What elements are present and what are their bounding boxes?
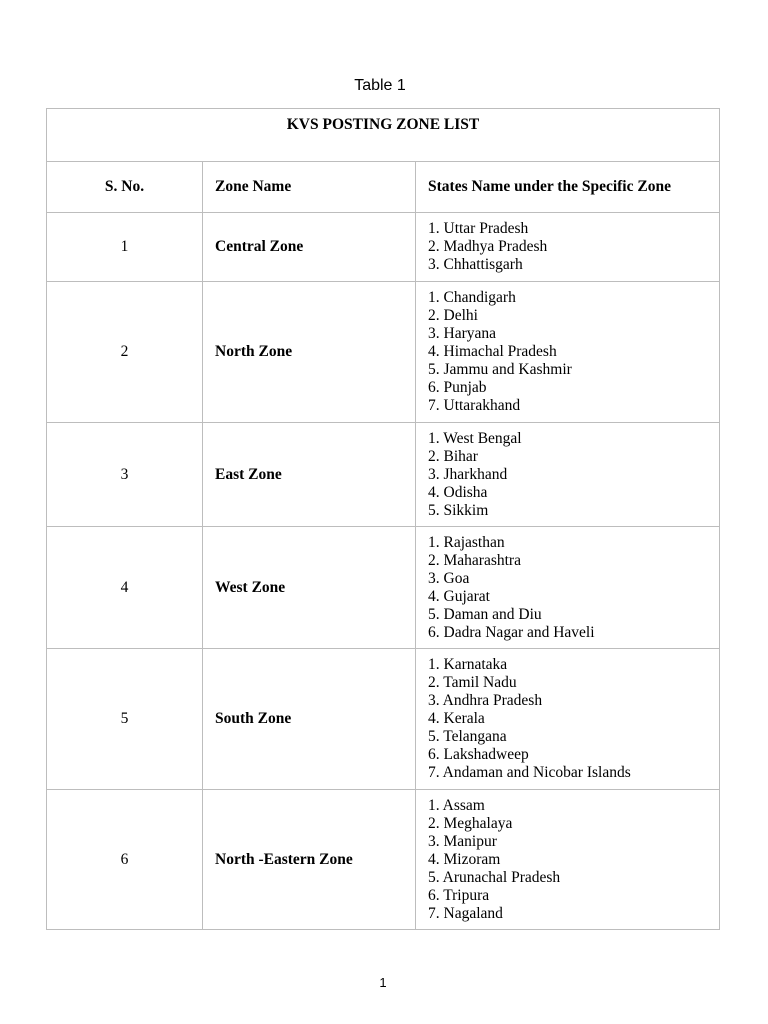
row-states: [416, 213, 720, 282]
state-item: 7. Uttarakhand: [428, 397, 521, 414]
row-sno: 5: [47, 649, 203, 790]
state-item: 2. Delhi: [428, 307, 478, 324]
state-item: 1. Rajasthan: [428, 533, 505, 551]
row-zone-name: North Zone: [203, 282, 416, 423]
row-states: [416, 423, 720, 527]
row-states: [416, 527, 720, 649]
state-item: 3. Manipur: [428, 832, 497, 850]
row-zone-name: East Zone: [203, 423, 416, 527]
state-item: 3. Andhra Pradesh: [428, 692, 543, 709]
state-item: 5. Daman and Diu: [428, 605, 542, 623]
page-number: 1: [379, 975, 387, 990]
state-item: 4. Kerala: [428, 710, 485, 727]
title-row: [47, 109, 720, 162]
header-states-name: States Name under the Specific Zone: [416, 162, 720, 213]
state-item: 3. Goa: [428, 569, 470, 587]
states-list: [428, 289, 719, 415]
row-sno: 1: [47, 213, 203, 282]
state-item: 5. Arunachal Pradesh: [428, 868, 561, 886]
row-states: [416, 649, 720, 790]
state-item: 4. Gujarat: [428, 587, 490, 605]
row-states: [416, 790, 720, 930]
state-item: 7. Nagaland: [428, 904, 503, 922]
state-item: 2. Madhya Pradesh: [428, 238, 548, 255]
state-item: 5. Telangana: [428, 728, 507, 745]
state-item: 6. Lakshadweep: [428, 746, 529, 763]
states-list: [428, 656, 719, 782]
state-item: 1. West Bengal: [428, 429, 522, 447]
table-row: [47, 282, 720, 423]
state-item: 6. Tripura: [428, 886, 490, 904]
table-title-cell: [47, 109, 720, 162]
row-zone-name: North -Eastern Zone: [203, 790, 416, 930]
row-sno: 2: [47, 282, 203, 423]
state-item: 6. Dadra Nagar and Haveli: [428, 623, 595, 641]
row-sno: 4: [47, 527, 203, 649]
state-item: 2. Bihar: [428, 447, 478, 465]
state-item: 1. Chandigarh: [428, 289, 516, 306]
states-list: [428, 534, 719, 642]
state-item: 6. Punjab: [428, 379, 487, 396]
states-list: [428, 220, 719, 274]
table-row: [47, 649, 720, 790]
table-row: [47, 423, 720, 527]
states-list: [428, 430, 719, 520]
state-item: 3. Jharkhand: [428, 465, 508, 483]
state-item: 4. Himachal Pradesh: [428, 343, 557, 360]
state-item: 5. Sikkim: [428, 501, 489, 519]
state-item: 3. Haryana: [428, 325, 496, 342]
states-list: [428, 797, 719, 923]
state-item: 1. Assam: [428, 796, 485, 814]
state-item: 1. Karnataka: [428, 656, 508, 673]
row-states: [416, 282, 720, 423]
row-zone-name: West Zone: [203, 527, 416, 649]
header-row: [47, 162, 720, 213]
row-sno: 3: [47, 423, 203, 527]
table-row: [47, 790, 720, 930]
state-item: 3. Chhattisgarh: [428, 256, 523, 273]
state-item: 7. Andaman and Nicobar Islands: [428, 764, 631, 781]
table-title: KVS POSTING ZONE LIST: [286, 116, 480, 133]
state-item: 2. Meghalaya: [428, 814, 513, 832]
header-zone-name: Zone Name: [203, 162, 416, 213]
row-zone-name: Central Zone: [203, 213, 416, 282]
table-row: [47, 213, 720, 282]
state-item: 2. Maharashtra: [428, 551, 521, 569]
state-item: 2. Tamil Nadu: [428, 674, 517, 691]
table-caption: Table 1: [354, 77, 406, 94]
state-item: 1. Uttar Pradesh: [428, 220, 529, 237]
row-zone-name: South Zone: [203, 649, 416, 790]
zone-table: [46, 108, 720, 930]
table-row: [47, 527, 720, 649]
header-sno: S. No.: [47, 162, 203, 213]
state-item: 5. Jammu and Kashmir: [428, 361, 572, 378]
row-sno: 6: [47, 790, 203, 930]
state-item: 4. Odisha: [428, 483, 488, 501]
state-item: 4. Mizoram: [428, 850, 501, 868]
